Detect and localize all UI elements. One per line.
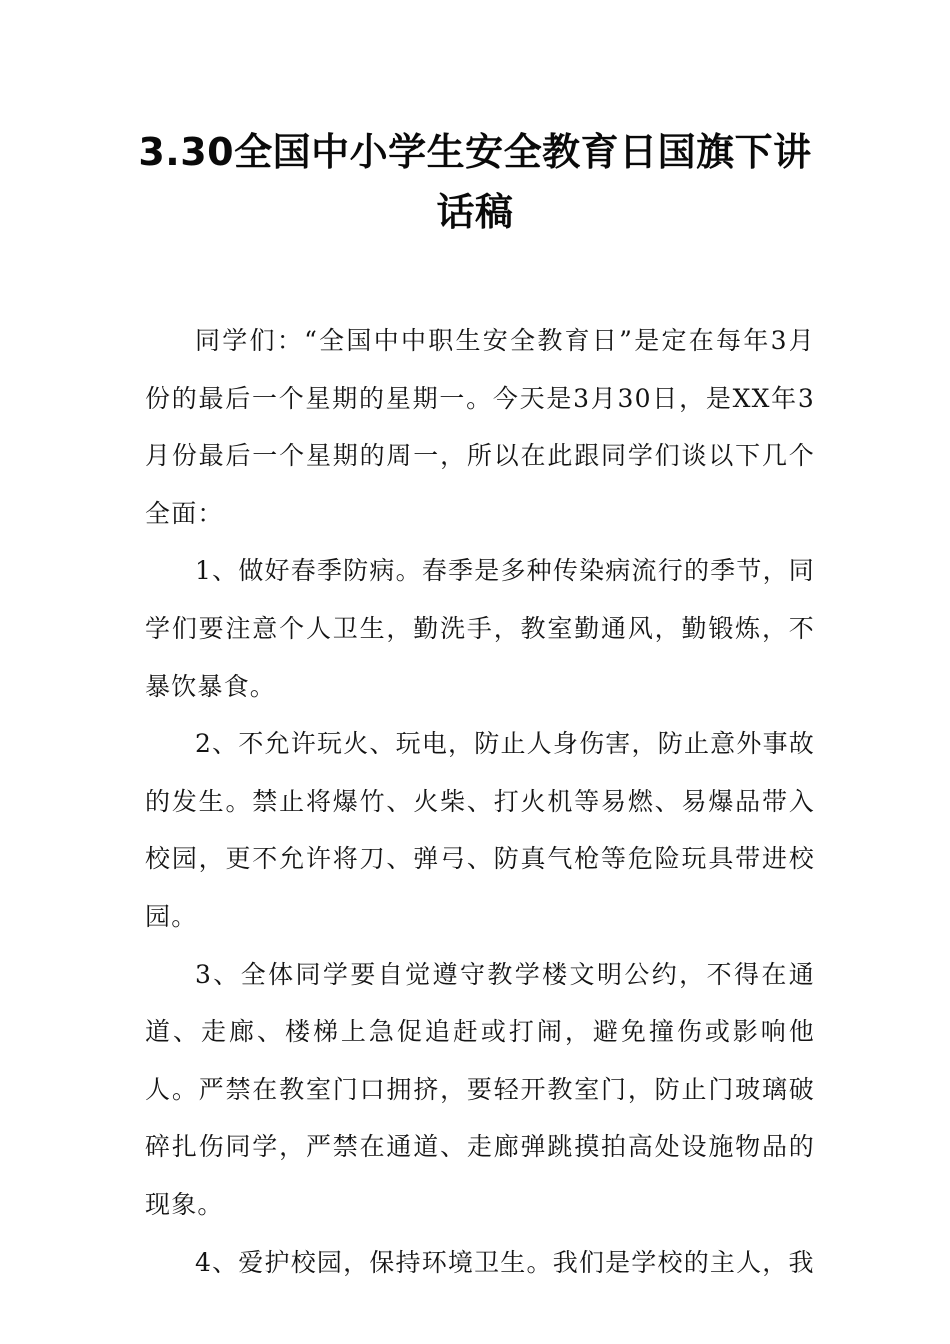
document-title: 3.30全国中小学生安全教育日国旗下讲话稿 [138,130,812,234]
document-body [145,312,815,1291]
paragraph-item-4: 4、爱护校园，保持环境卫生。我们是学校的主人，我 [195,1247,815,1277]
paragraph-item-1: 1、做好春季防病。春季是多种传染病流行的季节，同学们要注意个人卫生，勤洗手，教室勤通风，勤锻炼，不暴饮暴食。 [145,556,815,701]
paragraph-item-2: 2、不允许玩火、玩电，防止人身伤害，防止意外事故的发生。禁止将爆竹、火柴、打火机等易燃、易爆品带入校园，更不允许将刀、弹弓、防真气枪等危险玩具带进校园。 [145,729,815,931]
paragraph-item-3: 3、全体同学要自觉遵守教学楼文明公约，不得在通道、走廊、楼梯上急促追赶或打闹，避免撞伤或影响他人。严禁在教室门口拥挤，要轻开教室门，防止门玻璃破碎扎伤同学，严禁在通道、走廊弹跳摸拍高处设施物品的现象。 [145,959,815,1219]
paragraph-intro: 同学们：“全国中中职生安全教育日”是定在每年3月份的最后一个星期的星期一。今天是3月30日，是XX年3月份最后一个星期的周一，所以在此跟同学们谈以下几个全面： [145,326,815,528]
